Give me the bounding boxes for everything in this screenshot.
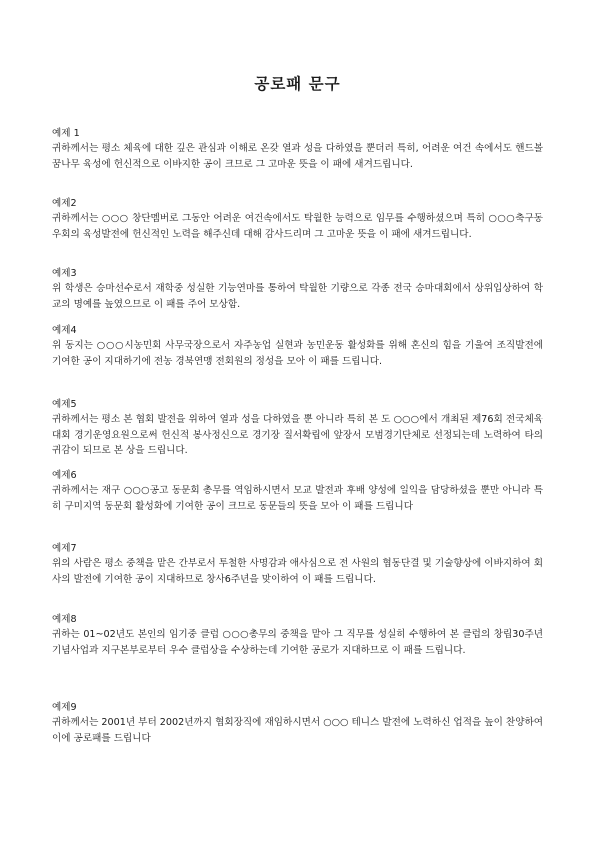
example-text: 귀하께서는 재구 ○○○공고 동문회 총무를 역임하시면서 모교 발전과 후배 양성에 일익을 담당하셨을 뿐만 아니라 특히 구미지역 동문회 활성화에 기여한 공이 크므로 동문들의 뜻을 모아 이 패를 드립니다 xyxy=(52,485,543,512)
example-block-5 xyxy=(52,397,543,459)
example-text: 위의 사람은 평소 중책을 맡은 간부로서 투철한 사명감과 애사심으로 전 사원의 협동단결 및 기술향상에 이바지하여 회사의 발전에 기여한 공이 지대하므로 창사6주년을 맞이하여 이 패를 드립니다. xyxy=(52,558,543,585)
example-heading: 예제6 xyxy=(52,470,77,481)
example-block-6 xyxy=(52,468,543,514)
example-heading: 예제7 xyxy=(52,543,77,554)
example-text: 귀하는 01~02년도 본인의 임기중 클럽 ○○○총무의 중책을 맡아 그 직무를 성실히 수행하여 본 클럽의 창립30주년 기념사업과 지구본부로부터 우수 클럽상을 수상하는데 기여한 공로가 지대하므로 이 패를 드립니다. xyxy=(52,629,543,656)
example-block-8 xyxy=(52,612,543,658)
example-block-9 xyxy=(52,700,543,746)
example-text: 위 동지는 ○○○시농민회 사무국장으로서 자주농업 실현과 농민운동 활성화를 위해 혼신의 힘을 기울여 조직발전에 기여한 공이 지대하기에 전농 경북연맹 전회원의 정성을 모아 이 패를 드립니다. xyxy=(52,340,543,367)
example-heading: 예제4 xyxy=(52,325,77,336)
example-heading: 예제 1 xyxy=(52,128,80,139)
example-text: 귀하께서는 2001년 부터 2002년까지 협회장직에 재임하시면서 ○○○ 테니스 발전에 노력하신 업적을 높이 찬양하여 이에 공로패를 드립니다 xyxy=(52,717,543,744)
example-heading: 예제3 xyxy=(52,268,77,279)
example-text: 귀하께서는 평소 본 협회 발전을 위하여 열과 성을 다하였을 뿐 아니라 특히 본 도 ○○○에서 개최된 제76회 전국체육대회 경기운영요원으로써 헌신적 봉사정신으로 경기장 질서확립에 앞장서 모범경기단체로 선정되는데 노력하여 타의 귀감이 되므로 본 상을 드립니다. xyxy=(52,414,543,457)
example-block-1 xyxy=(52,126,543,172)
example-heading: 예제8 xyxy=(52,614,77,625)
example-block-3 xyxy=(52,266,543,312)
example-text: 귀하께서는 평소 체육에 대한 깊은 관심과 이해로 온갖 열과 성을 다하였을 뿐더러 특히, 어려운 여건 속에서도 핸드볼 꿈나무 육성에 헌신적으로 이바지한 공이 크므로 그 고마운 뜻을 이 패에 새겨드립니다. xyxy=(52,143,543,170)
example-heading: 예제9 xyxy=(52,702,77,713)
example-heading: 예제2 xyxy=(52,198,77,209)
example-block-7 xyxy=(52,541,543,587)
example-text: 귀하께서는 ○○○ 창단멤버로 그동안 어려운 여건속에서도 탁월한 능력으로 임무를 수행하셨으며 특히 ○○○축구동우회의 육성발전에 헌신적인 노력을 해주신데 대해 감사드리며 그 고마운 뜻을 이 패에 새겨드립니다. xyxy=(52,213,543,240)
example-text: 위 학생은 승마선수로서 재학중 성실한 기능연마를 통하여 탁월한 기량으로 각종 전국 승마대회에서 상위입상하여 학교의 명예를 높였으므로 이 패를 주어 모상함. xyxy=(52,283,543,310)
example-block-2 xyxy=(52,196,543,242)
example-heading: 예제5 xyxy=(52,399,77,410)
example-block-4 xyxy=(52,323,543,369)
document-title: 공로패 문구 xyxy=(254,75,341,93)
